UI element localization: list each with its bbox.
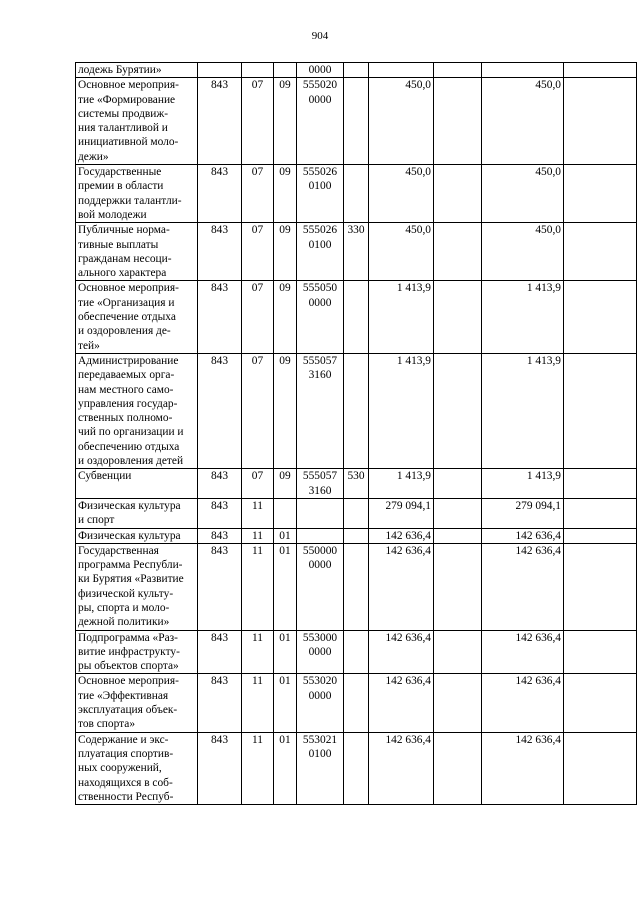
- section-code-cell: 07: [242, 469, 274, 499]
- row-name-cell: лодежь Бурятии»: [76, 63, 198, 78]
- grbs-code-cell: 843: [198, 498, 242, 528]
- subsection-code-cell: 09: [274, 353, 297, 468]
- target-article-cell: 553021 0100: [297, 732, 344, 804]
- amount-total-cell: 142 636,4: [482, 543, 564, 630]
- amount-total-cell: 1 413,9: [482, 281, 564, 353]
- target-article-cell: 555057 3160: [297, 469, 344, 499]
- amount-extra2-cell: [564, 630, 637, 674]
- section-code-cell: 11: [242, 498, 274, 528]
- row-name-cell: Физическая культура и спорт: [76, 498, 198, 528]
- amount-extra-cell: [434, 528, 482, 543]
- target-article-cell: 0000: [297, 63, 344, 78]
- amount-extra2-cell: [564, 528, 637, 543]
- amount-total-cell: 450,0: [482, 223, 564, 281]
- expense-type-cell: [344, 353, 369, 468]
- grbs-code-cell: 843: [198, 281, 242, 353]
- table-row: [76, 528, 637, 543]
- amount-cell: 1 413,9: [369, 469, 434, 499]
- section-code-cell: 07: [242, 281, 274, 353]
- section-code-cell: 07: [242, 78, 274, 165]
- subsection-code-cell: 09: [274, 281, 297, 353]
- target-article-cell: 550000 0000: [297, 543, 344, 630]
- expense-type-cell: [344, 630, 369, 674]
- budget-table: [75, 62, 637, 805]
- section-code-cell: 11: [242, 630, 274, 674]
- amount-total-cell: 142 636,4: [482, 528, 564, 543]
- subsection-code-cell: 01: [274, 674, 297, 732]
- table-row: [76, 353, 637, 468]
- table-row: [76, 223, 637, 281]
- row-name-cell: Содержание и экс- плуатация спортив- ных сооружений, находящихся в соб- ственности Респуб-: [76, 732, 198, 804]
- section-code-cell: 07: [242, 165, 274, 223]
- amount-extra-cell: [434, 353, 482, 468]
- grbs-code-cell: 843: [198, 165, 242, 223]
- amount-extra-cell: [434, 674, 482, 732]
- row-name-cell: Физическая культура: [76, 528, 198, 543]
- row-name-cell: Администрирование передаваемых орга- нам местного само- управления государ- ственных полномо- чий по организации и обеспечению отдыха и оздоровления детей: [76, 353, 198, 468]
- expense-type-cell: [344, 78, 369, 165]
- grbs-code-cell: 843: [198, 630, 242, 674]
- subsection-code-cell: 09: [274, 469, 297, 499]
- amount-total-cell: 450,0: [482, 78, 564, 165]
- grbs-code-cell: [198, 63, 242, 78]
- amount-extra2-cell: [564, 223, 637, 281]
- amount-cell: 450,0: [369, 223, 434, 281]
- amount-cell: 279 094,1: [369, 498, 434, 528]
- target-article-cell: 555020 0000: [297, 78, 344, 165]
- amount-extra2-cell: [564, 353, 637, 468]
- target-article-cell: 555026 0100: [297, 223, 344, 281]
- expense-type-cell: [344, 63, 369, 78]
- amount-cell: [369, 63, 434, 78]
- target-article-cell: 555057 3160: [297, 353, 344, 468]
- page-number: 904: [311, 30, 329, 42]
- expense-type-cell: [344, 281, 369, 353]
- table-row: [76, 78, 637, 165]
- amount-cell: 142 636,4: [369, 732, 434, 804]
- table-row: [76, 165, 637, 223]
- subsection-code-cell: 09: [274, 78, 297, 165]
- amount-total-cell: 142 636,4: [482, 732, 564, 804]
- subsection-code-cell: 09: [274, 165, 297, 223]
- amount-extra-cell: [434, 498, 482, 528]
- amount-cell: 142 636,4: [369, 543, 434, 630]
- amount-extra2-cell: [564, 732, 637, 804]
- grbs-code-cell: 843: [198, 543, 242, 630]
- table-row: [76, 630, 637, 674]
- amount-extra-cell: [434, 223, 482, 281]
- target-article-cell: [297, 528, 344, 543]
- amount-extra2-cell: [564, 469, 637, 499]
- grbs-code-cell: 843: [198, 353, 242, 468]
- expense-type-cell: [344, 543, 369, 630]
- table-row: [76, 469, 637, 499]
- amount-extra-cell: [434, 732, 482, 804]
- table-body: [76, 63, 637, 805]
- table-row: [76, 732, 637, 804]
- table-row: [76, 498, 637, 528]
- amount-extra2-cell: [564, 543, 637, 630]
- amount-total-cell: 279 094,1: [482, 498, 564, 528]
- amount-cell: 142 636,4: [369, 674, 434, 732]
- amount-extra2-cell: [564, 165, 637, 223]
- table-row: [76, 63, 637, 78]
- section-code-cell: 11: [242, 528, 274, 543]
- amount-cell: 450,0: [369, 165, 434, 223]
- amount-extra-cell: [434, 281, 482, 353]
- row-name-cell: Государственные премии в области поддержки талантли- вой молодежи: [76, 165, 198, 223]
- section-code-cell: 11: [242, 543, 274, 630]
- grbs-code-cell: 843: [198, 528, 242, 543]
- grbs-code-cell: 843: [198, 223, 242, 281]
- expense-type-cell: [344, 498, 369, 528]
- amount-total-cell: [482, 63, 564, 78]
- amount-cell: 1 413,9: [369, 353, 434, 468]
- row-name-cell: Субвенции: [76, 469, 198, 499]
- amount-extra-cell: [434, 469, 482, 499]
- amount-total-cell: 142 636,4: [482, 674, 564, 732]
- subsection-code-cell: [274, 63, 297, 78]
- target-article-cell: 555050 0000: [297, 281, 344, 353]
- expense-type-cell: [344, 165, 369, 223]
- amount-extra2-cell: [564, 78, 637, 165]
- amount-total-cell: 1 413,9: [482, 353, 564, 468]
- row-name-cell: Основное мероприя- тие «Организация и обеспечение отдыха и оздоровления де- тей»: [76, 281, 198, 353]
- section-code-cell: 11: [242, 674, 274, 732]
- amount-cell: 450,0: [369, 78, 434, 165]
- section-code-cell: 07: [242, 353, 274, 468]
- amount-extra-cell: [434, 165, 482, 223]
- expense-type-cell: [344, 674, 369, 732]
- target-article-cell: 553000 0000: [297, 630, 344, 674]
- amount-cell: 142 636,4: [369, 630, 434, 674]
- amount-extra-cell: [434, 63, 482, 78]
- target-article-cell: 555026 0100: [297, 165, 344, 223]
- row-name-cell: Подпрограмма «Раз- витие инфраструкту- ры объектов спорта»: [76, 630, 198, 674]
- section-code-cell: [242, 63, 274, 78]
- table-row: [76, 543, 637, 630]
- section-code-cell: 11: [242, 732, 274, 804]
- amount-total-cell: 142 636,4: [482, 630, 564, 674]
- target-article-cell: 553020 0000: [297, 674, 344, 732]
- table-row: [76, 674, 637, 732]
- grbs-code-cell: 843: [198, 732, 242, 804]
- expense-type-cell: 530: [344, 469, 369, 499]
- subsection-code-cell: 01: [274, 528, 297, 543]
- amount-cell: 142 636,4: [369, 528, 434, 543]
- grbs-code-cell: 843: [198, 469, 242, 499]
- row-name-cell: Публичные норма- тивные выплаты гражданам несоци- ального характера: [76, 223, 198, 281]
- row-name-cell: Государственная программа Республи- ки Бурятия «Развитие физической культу- ры, спорта и моло- дежной политики»: [76, 543, 198, 630]
- amount-extra-cell: [434, 630, 482, 674]
- expense-type-cell: [344, 528, 369, 543]
- subsection-code-cell: 01: [274, 630, 297, 674]
- amount-extra-cell: [434, 78, 482, 165]
- amount-extra2-cell: [564, 281, 637, 353]
- amount-extra2-cell: [564, 498, 637, 528]
- amount-total-cell: 450,0: [482, 165, 564, 223]
- amount-total-cell: 1 413,9: [482, 469, 564, 499]
- amount-cell: 1 413,9: [369, 281, 434, 353]
- row-name-cell: Основное мероприя- тие «Формирование системы продвиж- ния талантливой и инициативной моло- дежи»: [76, 78, 198, 165]
- table-row: [76, 281, 637, 353]
- expense-type-cell: [344, 732, 369, 804]
- amount-extra2-cell: [564, 674, 637, 732]
- subsection-code-cell: 01: [274, 732, 297, 804]
- subsection-code-cell: 01: [274, 543, 297, 630]
- subsection-code-cell: 09: [274, 223, 297, 281]
- target-article-cell: [297, 498, 344, 528]
- amount-extra2-cell: [564, 63, 637, 78]
- amount-extra-cell: [434, 543, 482, 630]
- grbs-code-cell: 843: [198, 674, 242, 732]
- row-name-cell: Основное мероприя- тие «Эффективная эксплуатация объек- тов спорта»: [76, 674, 198, 732]
- subsection-code-cell: [274, 498, 297, 528]
- expense-type-cell: 330: [344, 223, 369, 281]
- section-code-cell: 07: [242, 223, 274, 281]
- grbs-code-cell: 843: [198, 78, 242, 165]
